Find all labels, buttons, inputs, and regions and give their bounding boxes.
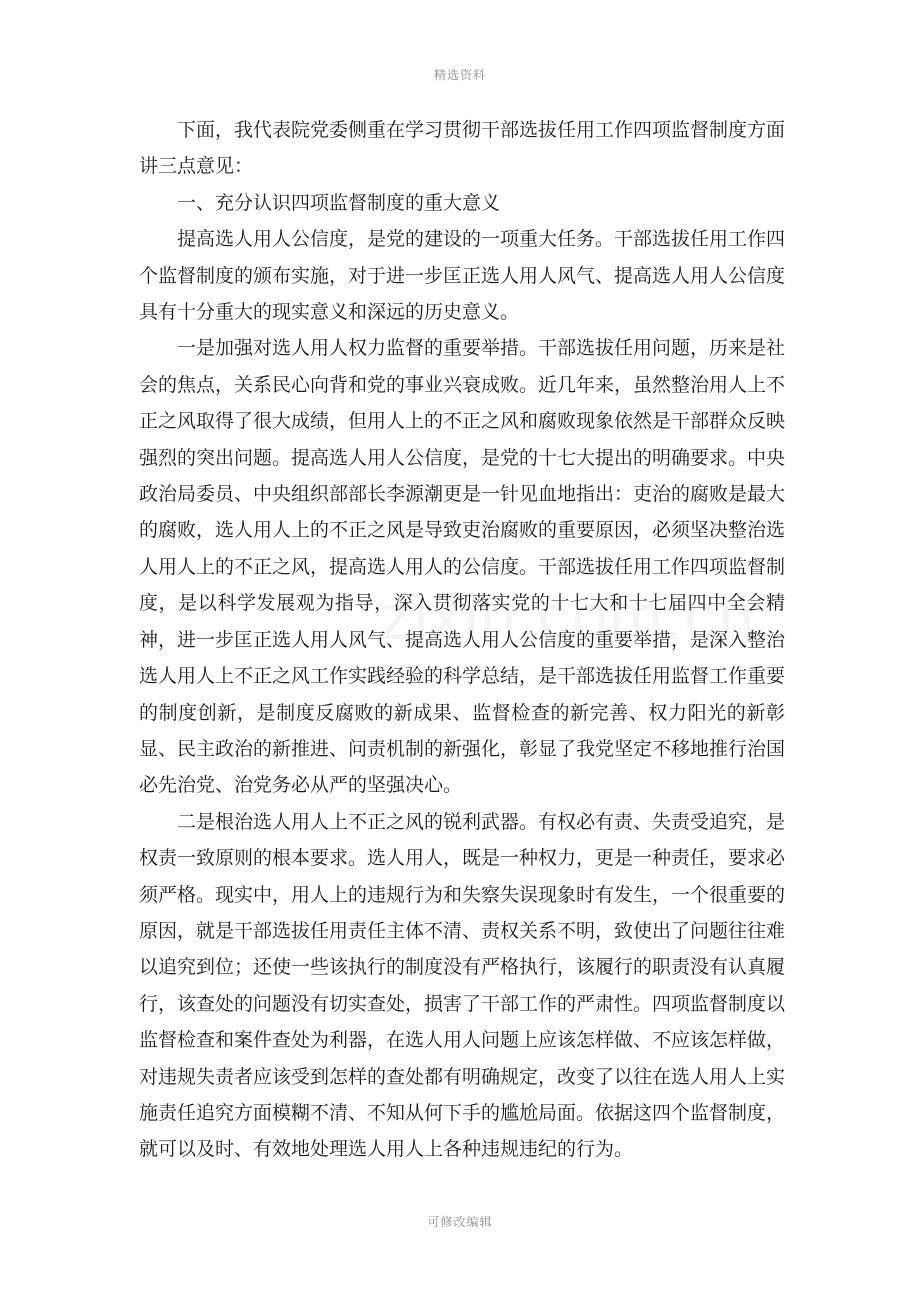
section-heading: 一、充分认识四项监督制度的重大意义 — [177, 191, 501, 214]
page-footer: 可修改编辑 — [427, 1215, 493, 1229]
body-paragraph: 提高选人用人公信度，是党的建设的一项重大任务。干部选拔任用工作四个监督制度的颁布实施，对于进一步匡正选人用人风气、提高选人用人公信度具有十分重大的现实意义和深远的历史意义。 — [139, 228, 786, 324]
page-header: 精选资料 — [433, 68, 486, 82]
intro-paragraph: 下面，我代表院党委侧重在学习贯彻干部选拔任用工作四项监督制度方面讲三点意见： — [139, 119, 786, 178]
body-paragraph: 一是加强对选人用人权力监督的重要举措。干部选拔任用问题，历来是社会的焦点，关系民心向背和党的事业兴衰成败。近几年来，虽然整治用人上不正之风取得了很大成绩，但用人上的不正之风和腐败现象依然是干部群众反映强烈的突出问题。提高选人用人公信度，是党的十七大提出的明确要求。中央政治局委员、中央组织部部长李源潮更是一针见血地指出：吏治的腐败是最大的腐败，选人用人上的不正之风是导致吏治腐败的重要原因，必须坚决整治选人用人上的不正之风，提高选人用人的公信度。干部选拔任用工作四项监督制度，是以科学发展观为指导，深入贯彻落实党的十七大和十七届四中全会精神，进一步匡正选人用人风气、提高选人用人公信度的重要举措，是深入整治选人用人上不正之风工作实践经验的科学总结，是干部选拔任用监督工作重要的制度创新，是制度反腐败的新成果、监督检查的新完善、权力阳光的新彰显、民主政治的新推进、问责机制的新强化，彰显了我党坚定不移地推行治国必先治党、治党务必从严的坚强决心。 — [139, 337, 786, 797]
document-body — [139, 112, 785, 1168]
body-paragraph: 二是根治选人用人上不正之风的锐利武器。有权必有责、失责受追究，是权责一致原则的根本要求。选人用人，既是一种权力，更是一种责任，要求必须严格。现实中，用人上的违规行为和失察失误现象时有发生，一个很重要的原因，就是干部选拔任用责任主体不清、责权关系不明，致使出了问题往往难以追究到位；还使一些该执行的制度没有严格执行，该履行的职责没有认真履行，该查处的问题没有切实查处，损害了干部工作的严肃性。四项监督制度以监督检查和案件查处为利器，在选人用人问题上应该怎样做、不应该怎样做，对违规失责者应该受到怎样的查处都有明确规定，改变了以往在选人用人上实施责任追究方面模糊不清、不知从何下手的尴尬局面。依据这四个监督制度，就可以及时、有效地处理选人用人上各种违规违纪的行为。 — [139, 810, 786, 1161]
